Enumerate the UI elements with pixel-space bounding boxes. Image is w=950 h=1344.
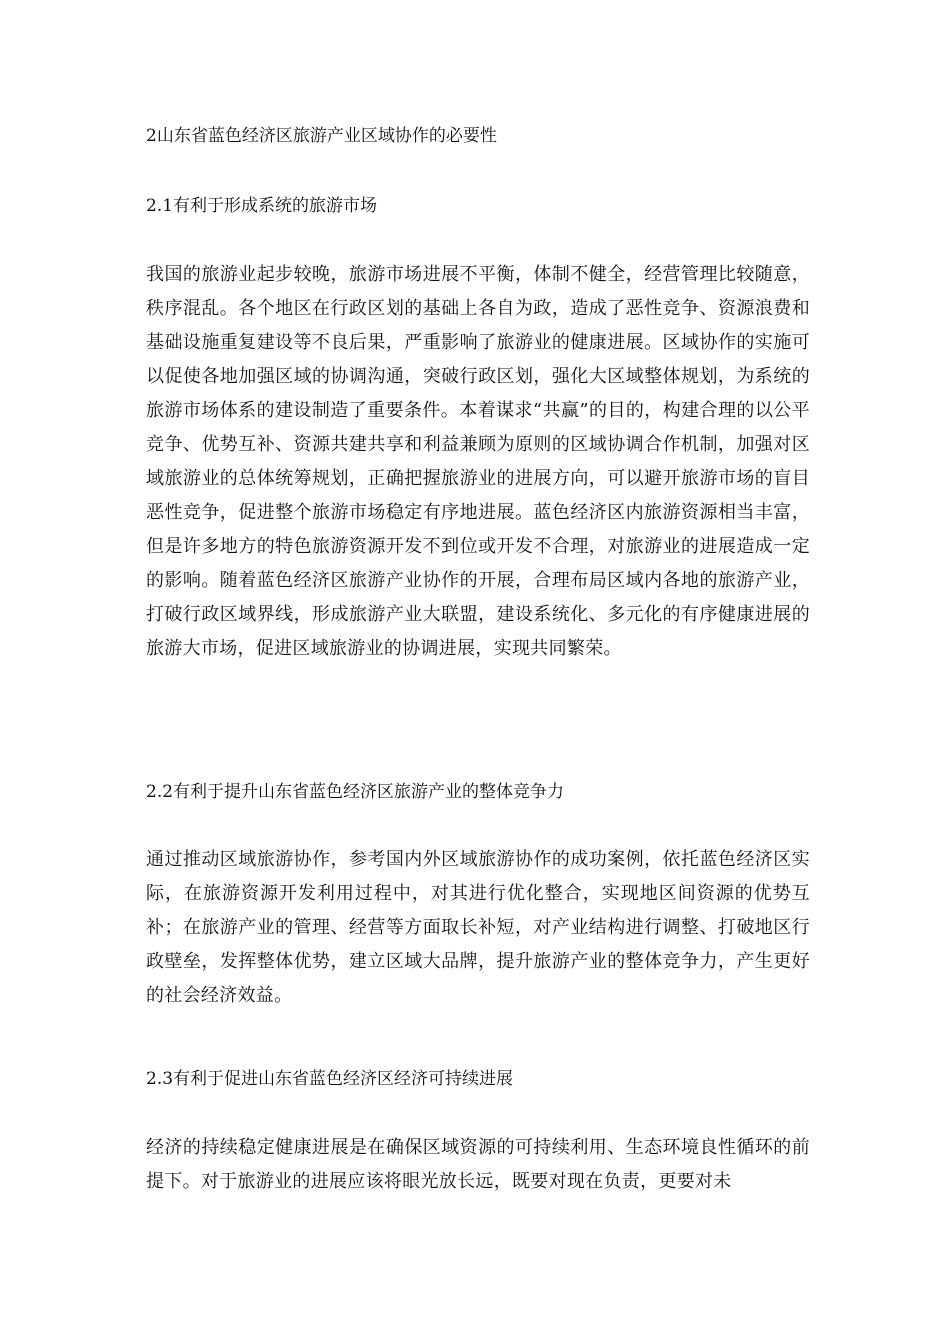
subsection-heading-2-1: 2.1有利于形成系统的旅游市场 [146,196,378,216]
subsection-heading-2-3: 2.3有利于促进山东省蓝色经济区经济可持续进展 [146,1069,514,1089]
paragraph-2-1: 我国的旅游业起步较晚，旅游市场进展不平衡，体制不健全，经营管理比较随意，秩序混乱。各个地区在行政区划的基础上各自为政，造成了恶性竞争、资源浪费和基础设施重复建设等不良后果，严重影响了旅游业的健康进展。区域协作的实施可以促使各地加强区域的协调沟通，突破行政区划，强化大区域整体规划，为系统的旅游市场体系的建设制造了重要条件。本着谋求“共赢”的目的，构建合理的以公平竞争、优势互补、资源共建共享和利益兼顾为原则的区域协调合作机制，加强对区域旅游业的总体统筹规划，正确把握旅游业的进展方向，可以避开旅游市场的盲目恶性竞争，促进整个旅游市场稳定有序地进展。蓝色经济区内旅游资源相当丰富，但是许多地方的特色旅游资源开发不到位或开发不合理，对旅游业的进展造成一定的影响。随着蓝色经济区旅游产业协作的开展，合理布局区域内各地的旅游产业，打破行政区域界线，形成旅游产业大联盟，建设系统化、多元化的有序健康进展的旅游大市场，促进区域旅游业的协调进展，实现共同繁荣。 [146,264,810,659]
subsection-heading-2-2: 2.2有利于提升山东省蓝色经济区旅游产业的整体竞争力 [146,782,565,802]
paragraph-2-3: 经济的持续稳定健康进展是在确保区域资源的可持续利用、生态环境良性循环的前提下。对于旅游业的进展应该将眼光放长远，既要对现在负责，更要对未 [146,1137,810,1192]
paragraph-2-2: 通过推动区域旅游协作，参考国内外区域旅游协作的成功案例，依托蓝色经济区实际，在旅游资源开发利用过程中，对其进行优化整合，实现地区间资源的优势互补；在旅游产业的管理、经营等方面取长补短，对产业结构进行调整、打破地区行政壁垒，发挥整体优势，建立区域大品牌，提升旅游产业的整体竞争力，产生更好的社会经济效益。 [146,849,810,1006]
section-heading: 2山东省蓝色经济区旅游产业区域协作的必要性 [146,126,497,146]
